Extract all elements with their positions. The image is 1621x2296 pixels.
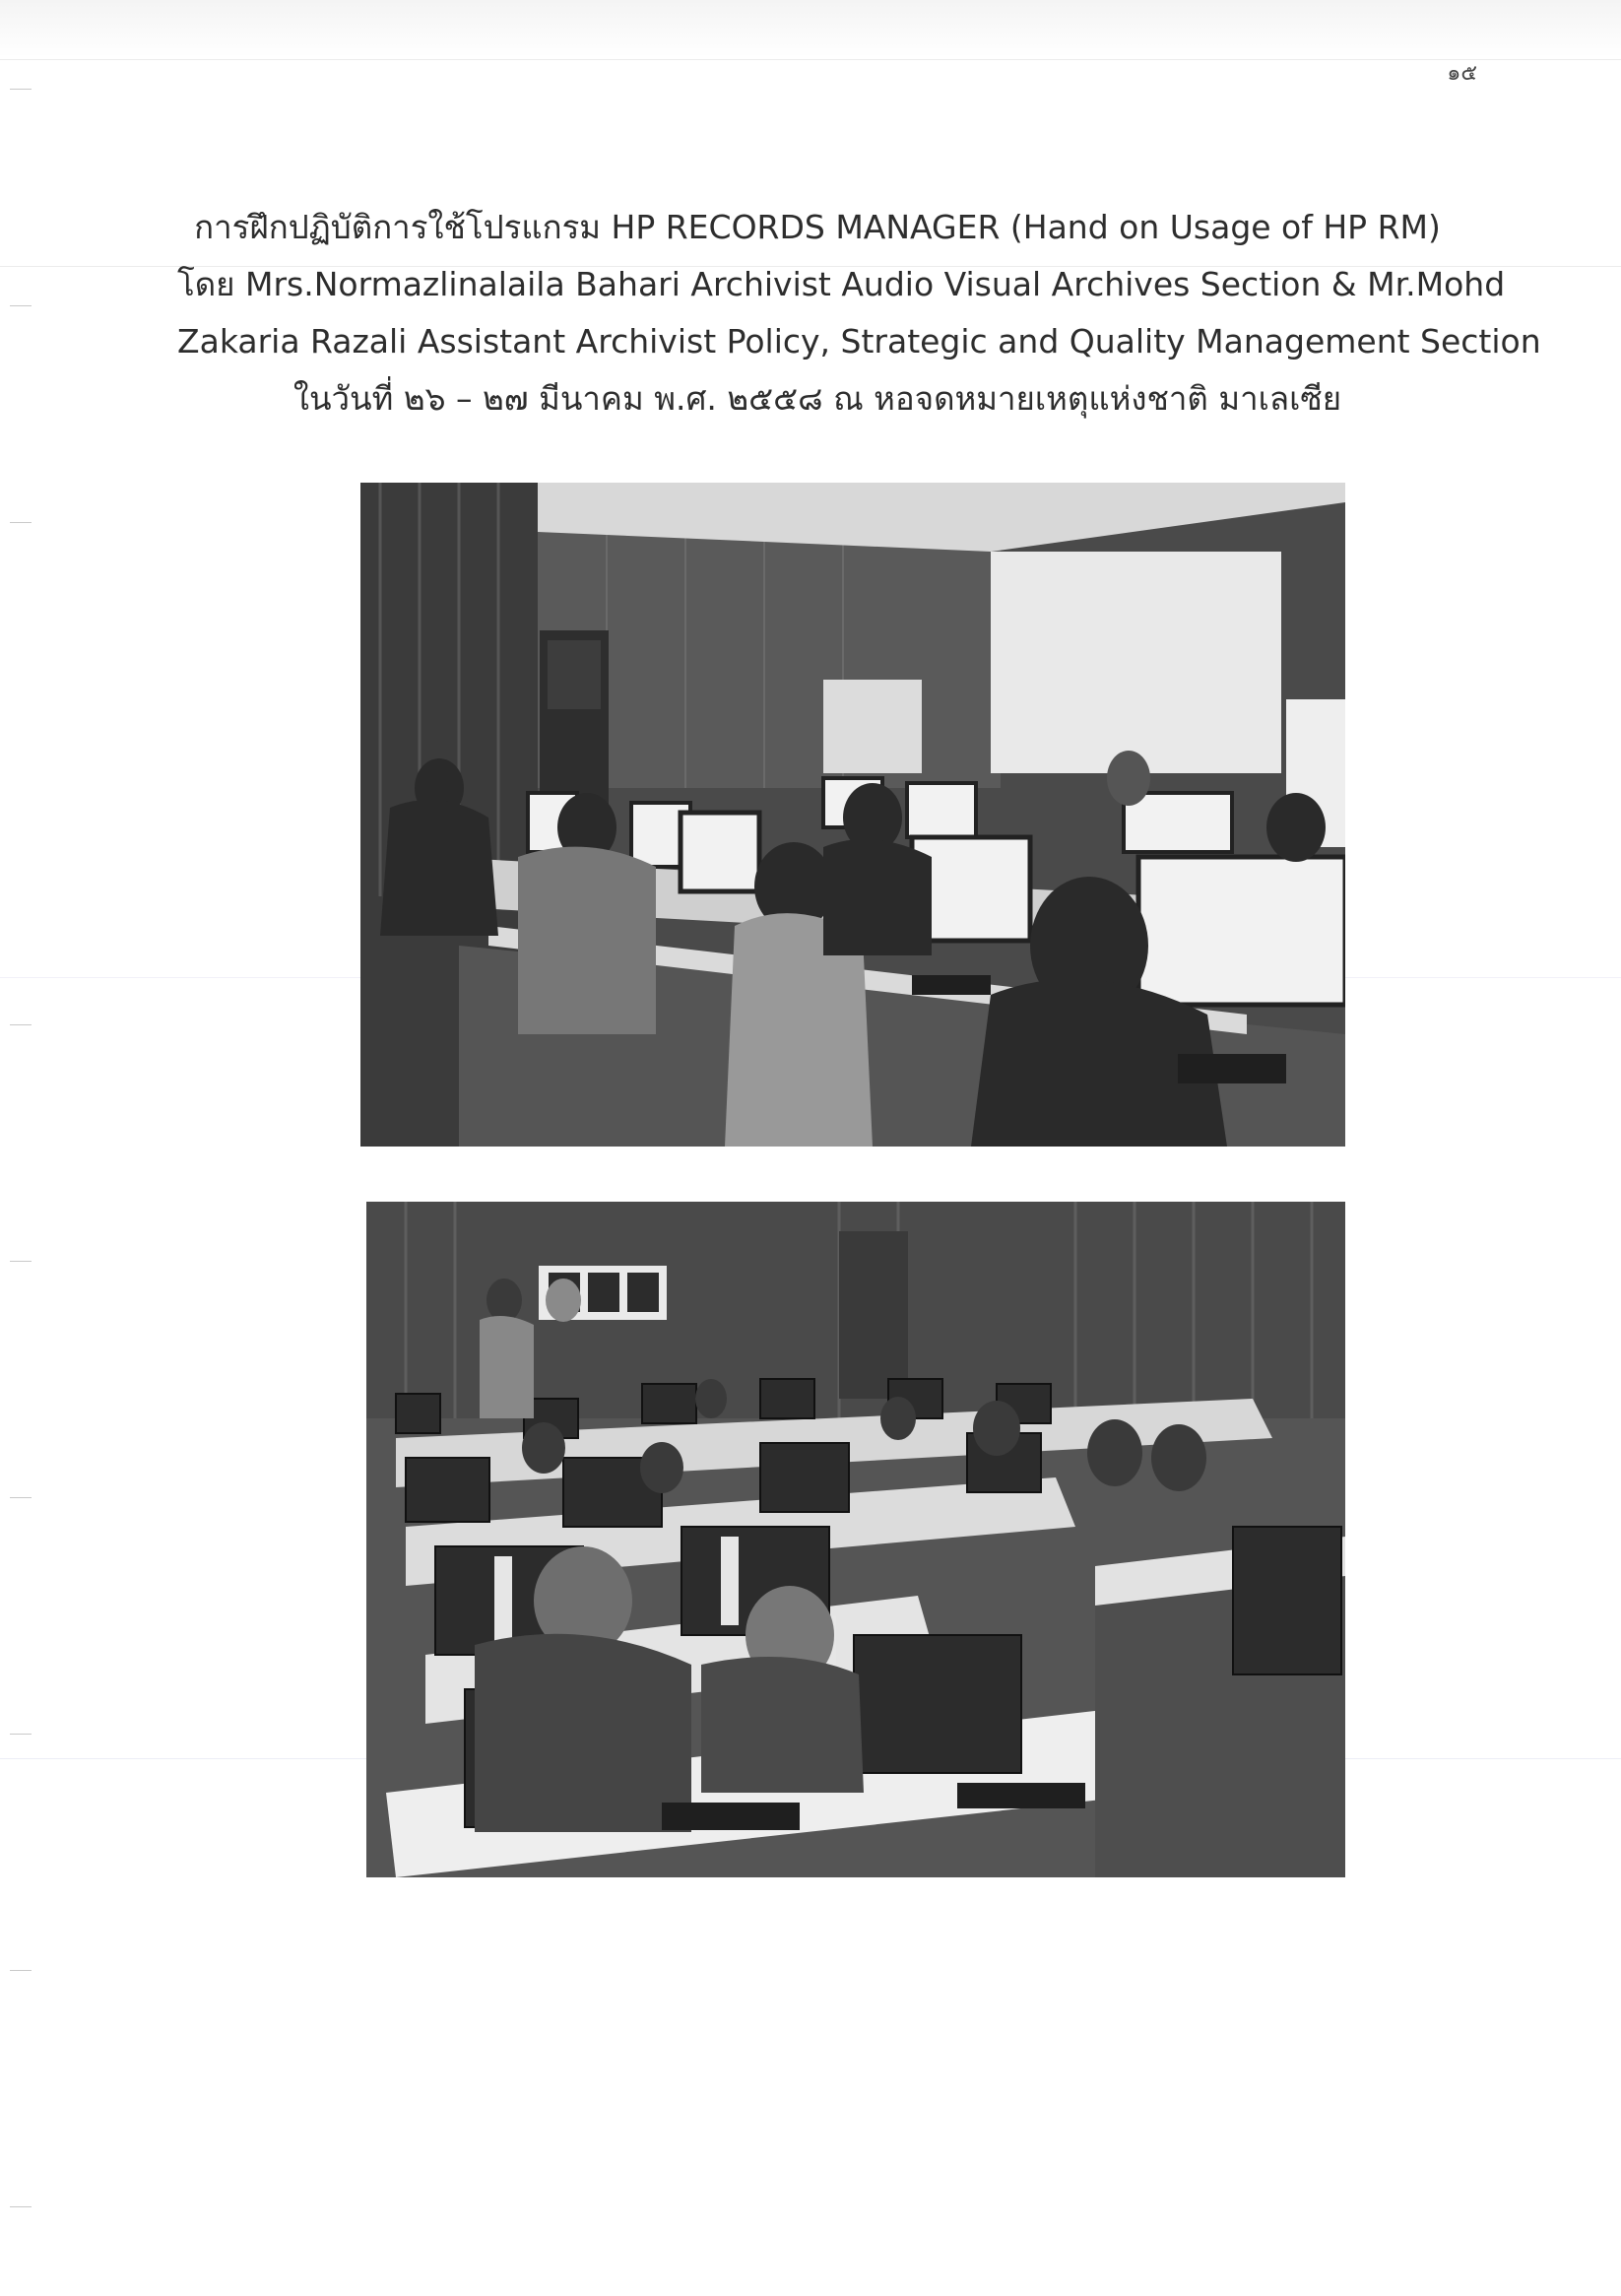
margin-tick [10,89,32,90]
heading-line-3: Zakaria Razali Assistant Archivist Policy, Strategic and Quality Management Section [177,322,1541,361]
heading-line-4: ในวันที่ ๒๖ – ๒๗ มีนาคม พ.ศ. ๒๕๕๘ ณ หอจดหมายเหตุแห่งชาติ มาเลเซีย [292,379,1342,418]
margin-tick [10,305,32,306]
training-photo-1-image [360,483,1345,1147]
heading-line-2: โดย Mrs.Normazlinalaila Bahari Archivist Audio Visual Archives Section & Mr.Mohd [177,265,1506,303]
margin-tick [10,1497,32,1498]
training-photo-1 [360,483,1345,1147]
margin-tick [10,522,32,523]
margin-tick [10,2206,32,2207]
training-photo-2-image [366,1202,1345,1877]
scan-edge [0,0,1621,57]
margin-tick [10,1734,32,1735]
training-photo-2 [366,1202,1345,1877]
margin-tick [10,1970,32,1971]
margin-tick [10,1261,32,1262]
page-heading [177,199,1541,427]
page-number: ๑๕ [1447,61,1477,86]
scan-line [0,59,1621,60]
margin-tick [10,1024,32,1025]
heading-line-1: การฝึกปฏิบัติการใช้โปรแกรม HP RECORDS MANAGER (Hand on Usage of HP RM) [194,208,1441,246]
